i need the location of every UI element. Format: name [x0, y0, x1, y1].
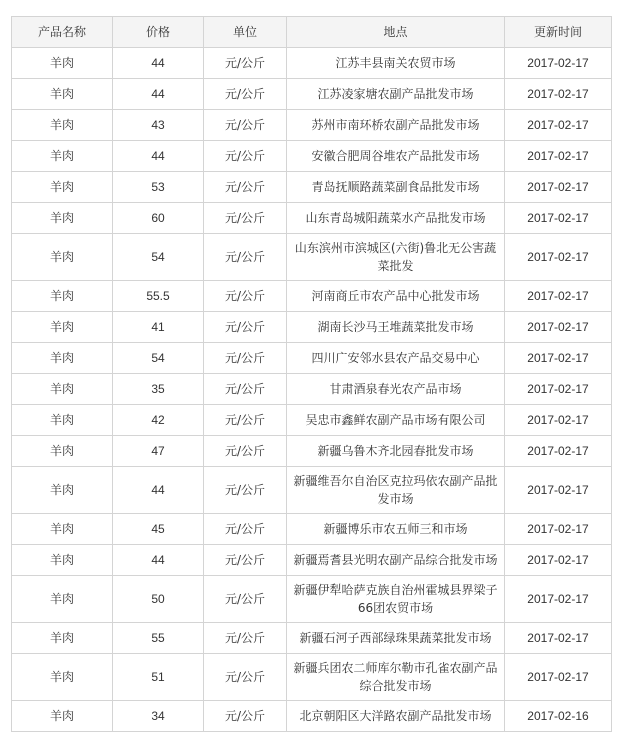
cell-unit: 元/公斤: [204, 374, 287, 405]
cell-date: 2017-02-16: [505, 701, 612, 732]
cell-place: 新疆伊犁哈萨克族自治州霍城县界梁子66团农贸市场: [287, 576, 505, 623]
table-row: [12, 467, 612, 514]
cell-place: 山东青岛城阳蔬菜水产品批发市场: [287, 203, 505, 234]
table-row: [12, 203, 612, 234]
cell-place: 安徽合肥周谷堆农产品批发市场: [287, 141, 505, 172]
header-place: 地点: [287, 17, 505, 48]
cell-place: 四川广安邻水县农产品交易中心: [287, 343, 505, 374]
cell-date: 2017-02-17: [505, 172, 612, 203]
cell-price: 54: [113, 234, 204, 281]
cell-unit: 元/公斤: [204, 312, 287, 343]
cell-date: 2017-02-17: [505, 48, 612, 79]
cell-price: 44: [113, 48, 204, 79]
cell-price: 41: [113, 312, 204, 343]
cell-date: 2017-02-17: [505, 467, 612, 514]
table-row: [12, 545, 612, 576]
cell-unit: 元/公斤: [204, 405, 287, 436]
cell-date: 2017-02-17: [505, 436, 612, 467]
table-row: [12, 654, 612, 701]
cell-product: 羊肉: [12, 110, 113, 141]
cell-unit: 元/公斤: [204, 234, 287, 281]
cell-product: 羊肉: [12, 343, 113, 374]
header-row: [12, 17, 612, 48]
cell-place: 江苏凌家塘农副产品批发市场: [287, 79, 505, 110]
cell-product: 羊肉: [12, 203, 113, 234]
cell-date: 2017-02-17: [505, 312, 612, 343]
header-price: 价格: [113, 17, 204, 48]
cell-product: 羊肉: [12, 141, 113, 172]
cell-unit: 元/公斤: [204, 343, 287, 374]
cell-date: 2017-02-17: [505, 281, 612, 312]
cell-price: 43: [113, 110, 204, 141]
cell-product: 羊肉: [12, 234, 113, 281]
cell-price: 55.5: [113, 281, 204, 312]
cell-product: 羊肉: [12, 545, 113, 576]
header-date: 更新时间: [505, 17, 612, 48]
cell-date: 2017-02-17: [505, 514, 612, 545]
cell-price: 44: [113, 79, 204, 110]
cell-price: 50: [113, 576, 204, 623]
cell-price: 44: [113, 467, 204, 514]
cell-date: 2017-02-17: [505, 234, 612, 281]
cell-date: 2017-02-17: [505, 654, 612, 701]
cell-date: 2017-02-17: [505, 79, 612, 110]
cell-product: 羊肉: [12, 405, 113, 436]
cell-unit: 元/公斤: [204, 203, 287, 234]
cell-unit: 元/公斤: [204, 141, 287, 172]
cell-price: 35: [113, 374, 204, 405]
table-row: [12, 110, 612, 141]
cell-place: 北京朝阳区大洋路农副产品批发市场: [287, 701, 505, 732]
cell-date: 2017-02-17: [505, 343, 612, 374]
cell-price: 51: [113, 654, 204, 701]
table-row: [12, 343, 612, 374]
table-row: [12, 312, 612, 343]
cell-product: 羊肉: [12, 514, 113, 545]
cell-price: 45: [113, 514, 204, 545]
cell-product: 羊肉: [12, 312, 113, 343]
cell-unit: 元/公斤: [204, 110, 287, 141]
table-row: [12, 172, 612, 203]
cell-unit: 元/公斤: [204, 654, 287, 701]
cell-place: 苏州市南环桥农副产品批发市场: [287, 110, 505, 141]
cell-product: 羊肉: [12, 654, 113, 701]
cell-product: 羊肉: [12, 623, 113, 654]
cell-date: 2017-02-17: [505, 623, 612, 654]
cell-price: 42: [113, 405, 204, 436]
cell-unit: 元/公斤: [204, 467, 287, 514]
cell-product: 羊肉: [12, 48, 113, 79]
table-row: [12, 281, 612, 312]
cell-place: 新疆焉耆县光明农副产品综合批发市场: [287, 545, 505, 576]
cell-date: 2017-02-17: [505, 374, 612, 405]
cell-place: 甘肃酒泉春光农产品市场: [287, 374, 505, 405]
table-row: [12, 405, 612, 436]
table-row: [12, 514, 612, 545]
table-row: [12, 48, 612, 79]
cell-unit: 元/公斤: [204, 281, 287, 312]
cell-place: 江苏丰县南关农贸市场: [287, 48, 505, 79]
cell-unit: 元/公斤: [204, 172, 287, 203]
table-row: [12, 623, 612, 654]
cell-unit: 元/公斤: [204, 576, 287, 623]
cell-place: 吴忠市鑫鲜农副产品市场有限公司: [287, 405, 505, 436]
cell-product: 羊肉: [12, 467, 113, 514]
cell-price: 55: [113, 623, 204, 654]
cell-place: 湖南长沙马王堆蔬菜批发市场: [287, 312, 505, 343]
table-row: [12, 234, 612, 281]
cell-unit: 元/公斤: [204, 79, 287, 110]
cell-place: 新疆石河子西部绿珠果蔬菜批发市场: [287, 623, 505, 654]
cell-price: 53: [113, 172, 204, 203]
cell-unit: 元/公斤: [204, 48, 287, 79]
cell-place: 新疆维吾尔自治区克拉玛依农副产品批发市场: [287, 467, 505, 514]
cell-product: 羊肉: [12, 79, 113, 110]
cell-price: 54: [113, 343, 204, 374]
cell-product: 羊肉: [12, 281, 113, 312]
cell-price: 60: [113, 203, 204, 234]
cell-price: 44: [113, 545, 204, 576]
table-row: [12, 576, 612, 623]
cell-price: 34: [113, 701, 204, 732]
table-row: [12, 374, 612, 405]
cell-date: 2017-02-17: [505, 405, 612, 436]
cell-unit: 元/公斤: [204, 623, 287, 654]
cell-product: 羊肉: [12, 701, 113, 732]
cell-price: 47: [113, 436, 204, 467]
cell-place: 山东滨州市滨城区(六街)鲁北无公害蔬菜批发: [287, 234, 505, 281]
cell-unit: 元/公斤: [204, 545, 287, 576]
table-row: [12, 701, 612, 732]
table-row: [12, 141, 612, 172]
cell-product: 羊肉: [12, 374, 113, 405]
header-product: 产品名称: [12, 17, 113, 48]
cell-place: 新疆兵团农二师库尔勒市孔雀农副产品综合批发市场: [287, 654, 505, 701]
table-header: [12, 17, 612, 48]
cell-unit: 元/公斤: [204, 701, 287, 732]
cell-product: 羊肉: [12, 172, 113, 203]
cell-date: 2017-02-17: [505, 576, 612, 623]
table-body: [12, 48, 612, 732]
header-unit: 单位: [204, 17, 287, 48]
cell-product: 羊肉: [12, 436, 113, 467]
cell-place: 新疆乌鲁木齐北园春批发市场: [287, 436, 505, 467]
cell-place: 青岛抚顺路蔬菜副食品批发市场: [287, 172, 505, 203]
table-row: [12, 436, 612, 467]
cell-product: 羊肉: [12, 576, 113, 623]
cell-date: 2017-02-17: [505, 141, 612, 172]
cell-place: 新疆博乐市农五师三和市场: [287, 514, 505, 545]
cell-date: 2017-02-17: [505, 203, 612, 234]
price-table: [11, 16, 612, 732]
cell-unit: 元/公斤: [204, 436, 287, 467]
cell-price: 44: [113, 141, 204, 172]
cell-place: 河南商丘市农产品中心批发市场: [287, 281, 505, 312]
cell-date: 2017-02-17: [505, 110, 612, 141]
cell-date: 2017-02-17: [505, 545, 612, 576]
price-table-container: [11, 16, 612, 732]
table-row: [12, 79, 612, 110]
cell-unit: 元/公斤: [204, 514, 287, 545]
